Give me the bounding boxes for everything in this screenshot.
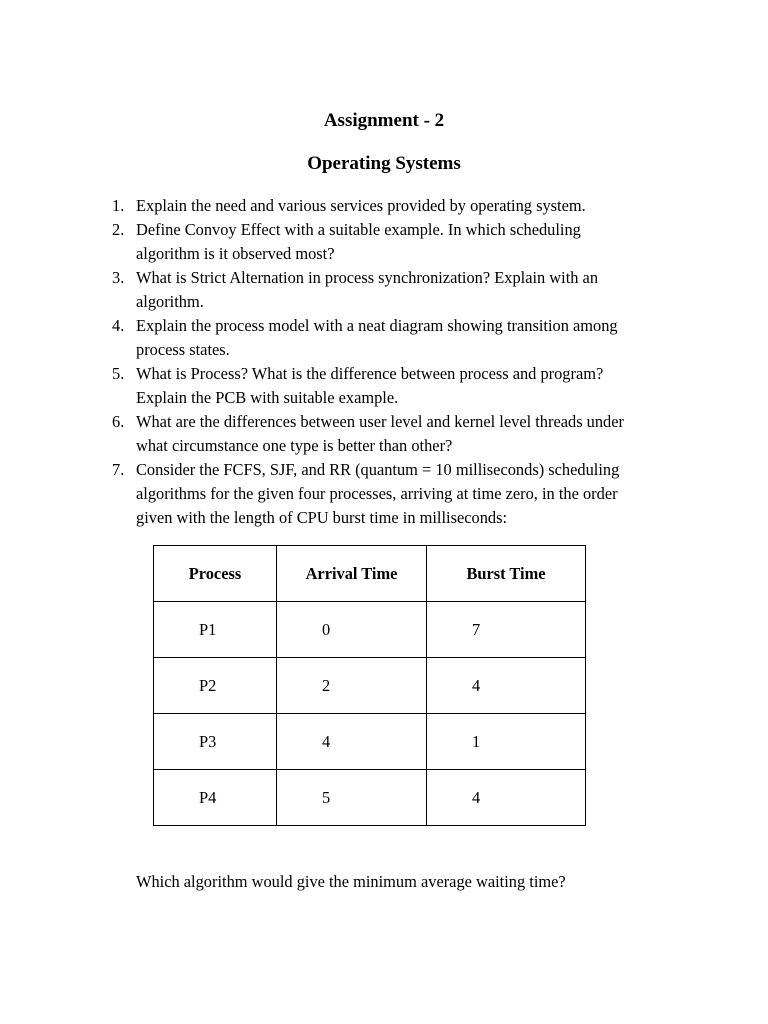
question-item	[112, 458, 672, 530]
cell-burst-time: 4	[427, 658, 586, 714]
cell-arrival-time: 5	[277, 770, 427, 826]
table-header-row	[154, 546, 586, 602]
question-item	[112, 410, 672, 458]
question-item	[112, 362, 672, 410]
question-number: 7.	[112, 460, 125, 479]
question-number: 4.	[112, 316, 125, 335]
question-line: Explain the PCB with suitable example.	[136, 388, 399, 407]
header-burst-time: Burst Time	[427, 546, 586, 602]
question-number: 3.	[112, 268, 125, 287]
question-item	[112, 218, 672, 266]
question-number: 5.	[112, 364, 125, 383]
header-process: Process	[154, 546, 277, 602]
question-line: algorithms for the given four processes, arriving at time zero, in the order	[136, 484, 618, 503]
question-number: 1.	[112, 196, 125, 215]
question-number: 6.	[112, 412, 125, 431]
question-line: given with the length of CPU burst time in milliseconds:	[136, 508, 508, 527]
question-line: what circumstance one type is better than other?	[136, 436, 453, 455]
question-line: Explain the need and various services provided by operating system.	[136, 196, 586, 215]
cell-burst-time: 1	[427, 714, 586, 770]
table-row	[154, 602, 586, 658]
process-table	[153, 545, 586, 826]
question-line: What is Strict Alternation in process synchronization? Explain with an	[136, 268, 599, 287]
question-line: Explain the process model with a neat diagram showing transition among	[136, 316, 618, 335]
question-number: 2.	[112, 220, 125, 239]
table-row	[154, 770, 586, 826]
document-subtitle: Operating Systems	[307, 153, 461, 174]
cell-process: P4	[154, 770, 277, 826]
question-line: Consider the FCFS, SJF, and RR (quantum = 10 milliseconds) scheduling	[136, 460, 620, 479]
closing-question: Which algorithm would give the minimum average waiting time?	[136, 872, 566, 891]
question-line: algorithm.	[136, 292, 204, 311]
cell-process: P3	[154, 714, 277, 770]
cell-burst-time: 4	[427, 770, 586, 826]
question-line: What is Process? What is the difference between process and program?	[136, 364, 604, 383]
question-line: algorithm is it observed most?	[136, 244, 335, 263]
cell-process: P2	[154, 658, 277, 714]
question-item	[112, 266, 672, 314]
question-line: Define Convoy Effect with a suitable example. In which scheduling	[136, 220, 581, 239]
question-item	[112, 314, 672, 362]
document-title: Assignment - 2	[323, 110, 445, 131]
question-line: process states.	[136, 340, 230, 359]
table-row	[154, 714, 586, 770]
question-item	[112, 194, 672, 218]
question-line: What are the differences between user level and kernel level threads under	[136, 412, 624, 431]
question-list	[112, 194, 672, 530]
cell-arrival-time: 2	[277, 658, 427, 714]
header-arrival-time: Arrival Time	[277, 546, 427, 602]
cell-arrival-time: 0	[277, 602, 427, 658]
cell-arrival-time: 4	[277, 714, 427, 770]
cell-burst-time: 7	[427, 602, 586, 658]
table-row	[154, 658, 586, 714]
cell-process: P1	[154, 602, 277, 658]
